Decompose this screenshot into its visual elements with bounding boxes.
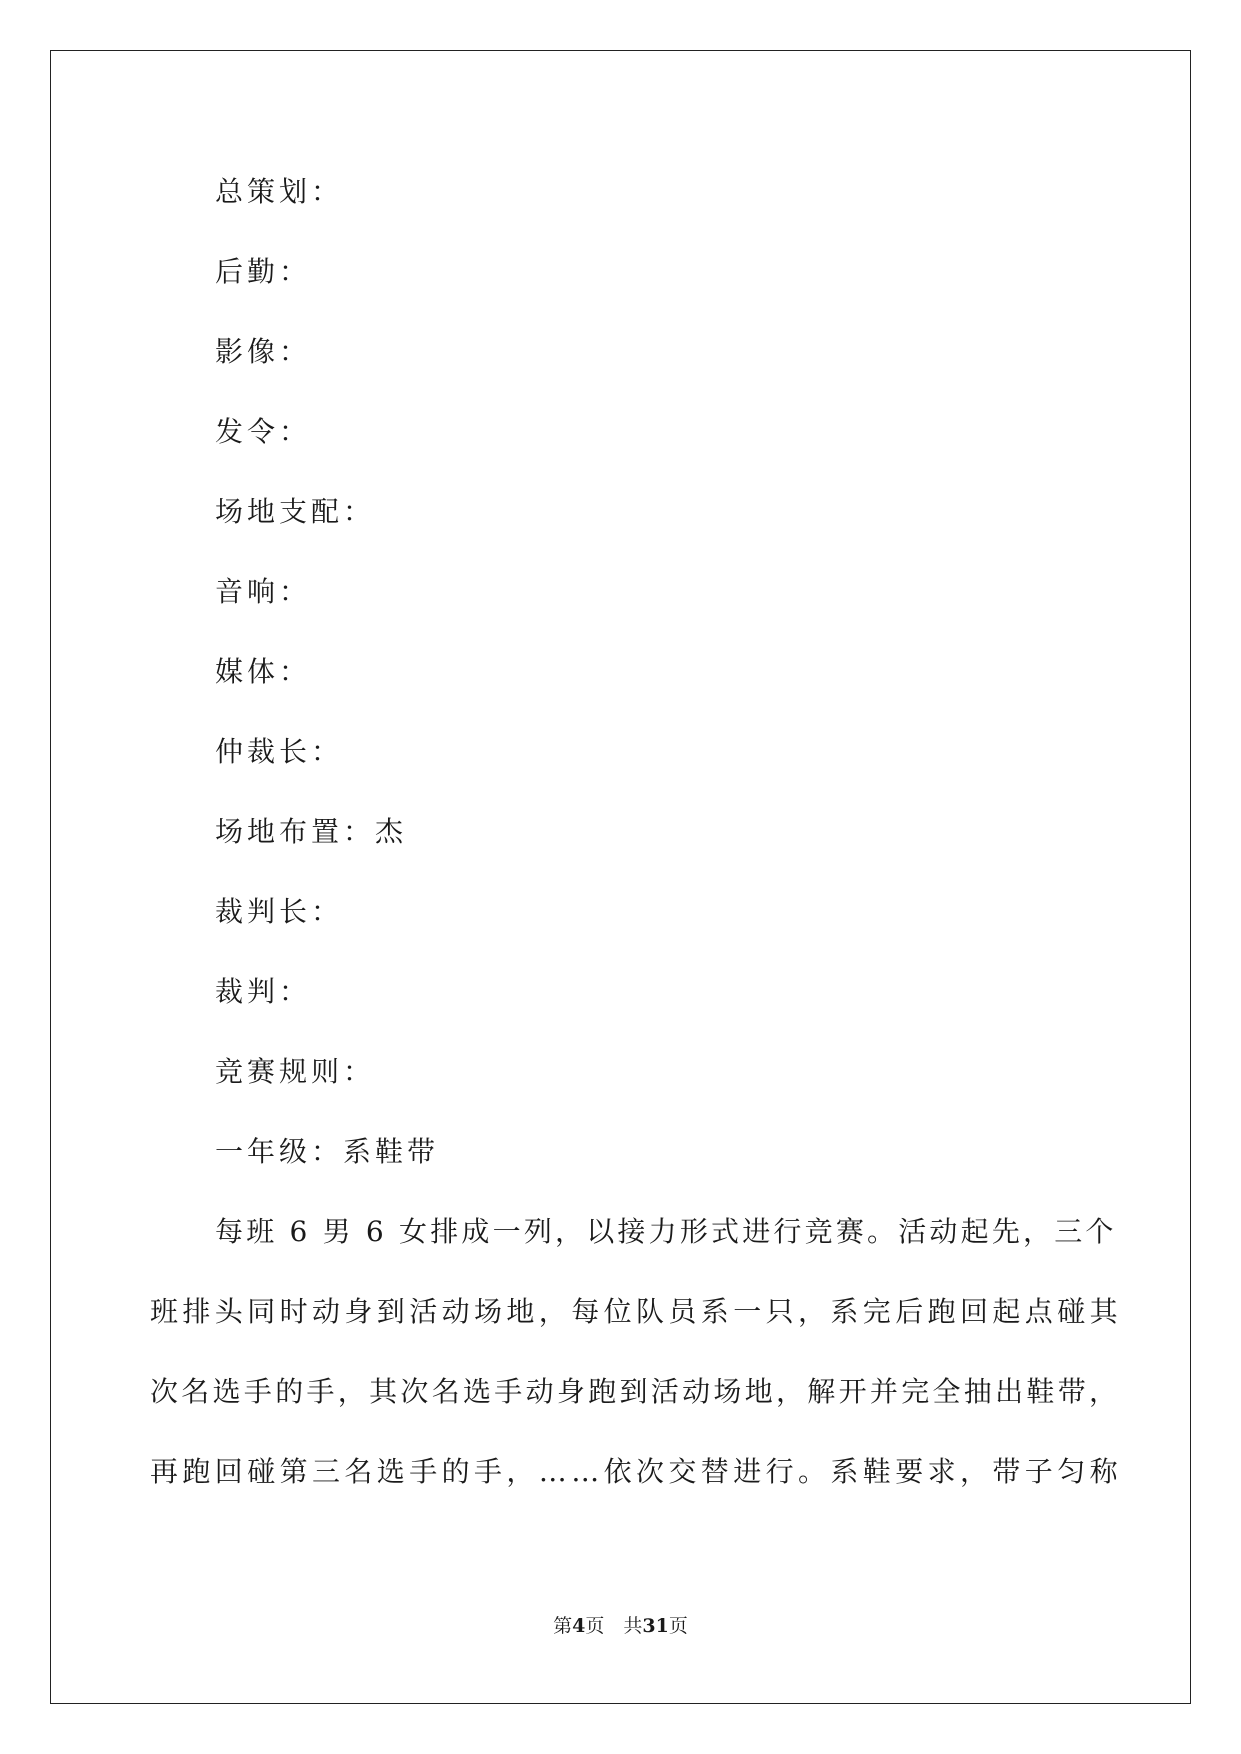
footer-total-pages: 31 <box>642 1615 669 1637</box>
label-chief-referee: 裁判长： <box>215 895 344 928</box>
paragraph-line-3: 次名选手的手，其次名选手动身跑到活动场地，解开并完全抽出鞋带， <box>150 1375 1121 1408</box>
label-logistics: 后勤： <box>215 255 312 288</box>
label-venue-arrangement: 场地支配： <box>215 495 376 528</box>
label-grade-one-event: 一年级：系鞋带 <box>215 1135 440 1168</box>
label-venue-setup: 场地布置：杰 <box>215 815 408 848</box>
label-video: 影像： <box>215 335 312 368</box>
footer-mid: 页 共 <box>585 1615 643 1637</box>
label-media: 媒体： <box>215 655 312 688</box>
paragraph-line-2: 班排头同时动身到活动场地，每位队员系一只，系完后跑回起点碰其 <box>150 1295 1123 1328</box>
page-footer <box>0 1613 1241 1639</box>
label-referee: 裁判： <box>215 975 312 1008</box>
label-competition-rules: 竞赛规则： <box>215 1055 376 1088</box>
paragraph-line-1: 每班 6 男 6 女排成一列，以接力形式进行竞赛。活动起先，三个 <box>215 1215 1117 1248</box>
label-chief-arbitrator: 仲裁长： <box>215 735 344 768</box>
footer-prefix: 第 <box>553 1615 573 1637</box>
footer-suffix: 页 <box>668 1615 688 1637</box>
footer-page-number: 4 <box>572 1615 586 1637</box>
label-starter: 发令： <box>215 415 312 448</box>
label-chief-planner: 总策划： <box>215 175 344 208</box>
paragraph-line-4: 再跑回碰第三名选手的手，……依次交替进行。系鞋要求，带子匀称 <box>150 1455 1123 1488</box>
label-audio: 音响： <box>215 575 312 608</box>
